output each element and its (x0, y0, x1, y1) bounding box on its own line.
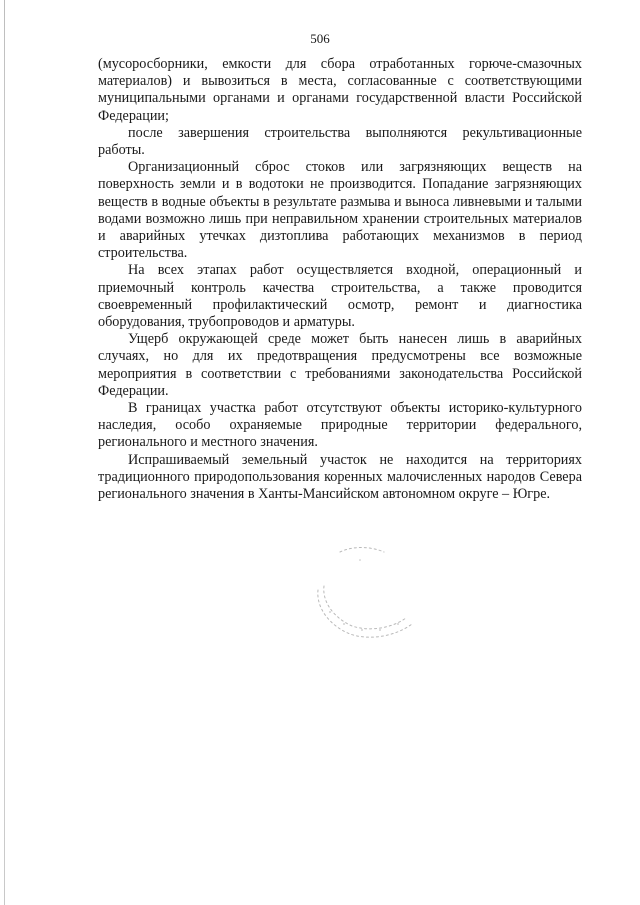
paragraph-reclamation: после завершения строительства выполняются рекультивационные работы. (98, 124, 582, 159)
scan-edge-line (4, 0, 5, 905)
paragraph-land-plot: Испрашиваемый земельный участок не находится на территориях традиционного природопользования коренных малочисленных народов Севера регионального значения в Ханты-Мансийском автономном округе – Югре. (98, 451, 582, 503)
faded-stamp-mark (300, 540, 430, 650)
paragraph-discharge: Организационный сброс стоков или загрязняющих веществ на поверхность земли и в водотоки не производится. Попадание загрязняющих веществ в водные объекты в результате размыва и выноса ливневыми и талыми водами возможно лишь при неправильном хранении строительных материалов и аварийных утечках дизтоплива работающих механизмов в период строительства. (98, 159, 582, 262)
paragraph-quality-control: На всех этапах работ осуществляется входной, операционный и приемочный контроль качества строительства, а также проводится своевременный профилактический осмотр, ремонт и диагностика оборудования, трубопроводов и арматуры. (98, 262, 582, 331)
paragraph-environmental-damage: Ущерб окружающей среде может быть нанесен лишь в аварийных случаях, но для их предотвращения предусмотрены все возможные мероприятия в соответствии с требованиями законодательства Российской Федерации. (98, 331, 582, 399)
page-number: 506 (310, 31, 330, 46)
paragraph-waste-collection: (мусоросборники, емкости для сбора отработанных горюче-смазочных материалов) и вывозиться в места, согласованные с соответствующими муниципальными органами и органами государственной власти Российской Федерации; (98, 56, 582, 124)
paragraph-heritage: В границах участка работ отсутствуют объекты историко-культурного наследия, особо охраняемые природные территории федерального, регионального и местного значения. (98, 400, 582, 451)
document-body (98, 56, 582, 503)
